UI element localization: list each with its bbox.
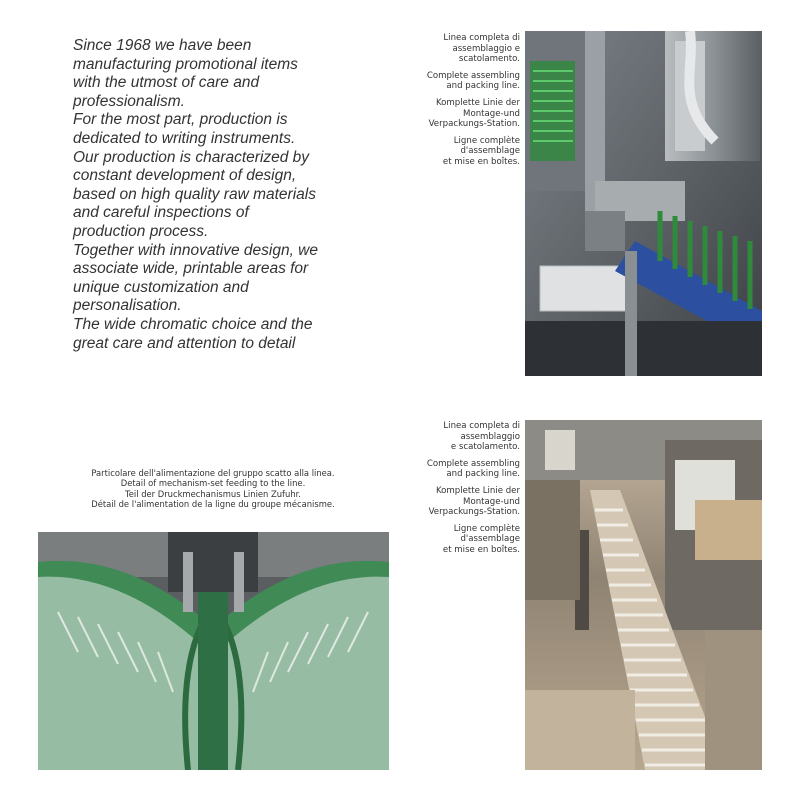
intro-line: great care and attention to detail xyxy=(73,334,296,352)
caption-french xyxy=(395,524,520,556)
caption-line: Komplette Linie der xyxy=(435,97,520,108)
caption-line: Verpackungs-Station. xyxy=(428,119,520,130)
conveyor-line-photo xyxy=(525,420,762,770)
caption-english xyxy=(395,71,520,92)
caption-line: et mise en boîtes. xyxy=(442,156,520,167)
caption-line: Montage-und xyxy=(463,108,520,119)
caption-line: d'assemblage xyxy=(460,146,520,157)
caption-german xyxy=(395,98,520,130)
intro-line: dedicated to writing instruments. xyxy=(73,129,296,147)
caption-german xyxy=(395,486,520,518)
caption-line: Ligne complète xyxy=(453,523,520,534)
intro-line: constant development of design, xyxy=(73,167,297,185)
caption-line: and packing line. xyxy=(446,469,520,480)
intro-line: unique customization and xyxy=(73,278,249,296)
assembly-machine-photo xyxy=(525,31,762,376)
caption-line: Détail de l'alimentation de la ligne du groupe mécanisme. xyxy=(91,499,335,510)
caption-italian xyxy=(395,33,520,65)
intro-line: Since 1968 we have been xyxy=(73,37,252,54)
caption-line: and packing line. xyxy=(446,81,520,92)
intro-line: For the most part, production is xyxy=(73,111,288,129)
intro-line: with the utmost of care and xyxy=(73,74,260,92)
intro-line: and careful inspections of xyxy=(73,204,249,222)
intro-line: personalisation. xyxy=(73,297,182,315)
caption-line: Komplette Linie der xyxy=(435,485,520,496)
caption-line: Montage-und xyxy=(463,496,520,507)
caption-line: Particolare dell'alimentazione del gruppo scatto alla linea. xyxy=(91,468,335,478)
caption-line: Complete assembling xyxy=(426,458,520,469)
intro-line: Together with innovative design, we xyxy=(73,241,318,259)
caption-line: Complete assembling xyxy=(426,70,520,81)
caption-line: Linea completa di xyxy=(443,421,520,431)
caption-assembly-line-top xyxy=(395,33,520,174)
caption-line: scatolamento. xyxy=(458,54,520,65)
intro-line: manufacturing promotional items xyxy=(73,55,298,73)
caption-line: Detail of mechanism-set feeding to the line. xyxy=(120,478,306,489)
caption-line: Linea completa di xyxy=(443,33,520,43)
intro-line: Our production is characterized by xyxy=(73,148,310,166)
intro-line: associate wide, printable areas for xyxy=(73,260,309,278)
intro-paragraph xyxy=(73,37,373,353)
intro-line: The wide chromatic choice and the xyxy=(73,315,313,333)
caption-line: assemblaggio e xyxy=(452,43,520,54)
intro-line: production process. xyxy=(73,222,209,240)
caption-line: et mise en boîtes. xyxy=(442,544,520,555)
caption-italian xyxy=(395,421,520,453)
intro-line: based on high quality raw materials xyxy=(73,185,316,203)
intro-line: professionalism. xyxy=(73,92,185,110)
caption-line: Verpackungs-Station. xyxy=(428,507,520,518)
caption-line: Teil der Druckmechanismus Linien Zufuhr. xyxy=(125,488,301,499)
caption-mechanism-feed xyxy=(38,468,388,510)
caption-assembly-line-bottom xyxy=(395,421,520,562)
caption-line: d'assemblage xyxy=(460,534,520,545)
caption-line: assemblaggio xyxy=(460,431,520,442)
caption-english xyxy=(395,459,520,480)
feeder-bowls-photo xyxy=(38,532,389,770)
caption-line: Ligne complète xyxy=(453,135,520,146)
caption-line: e scatolamento. xyxy=(450,442,520,453)
caption-french xyxy=(395,136,520,168)
